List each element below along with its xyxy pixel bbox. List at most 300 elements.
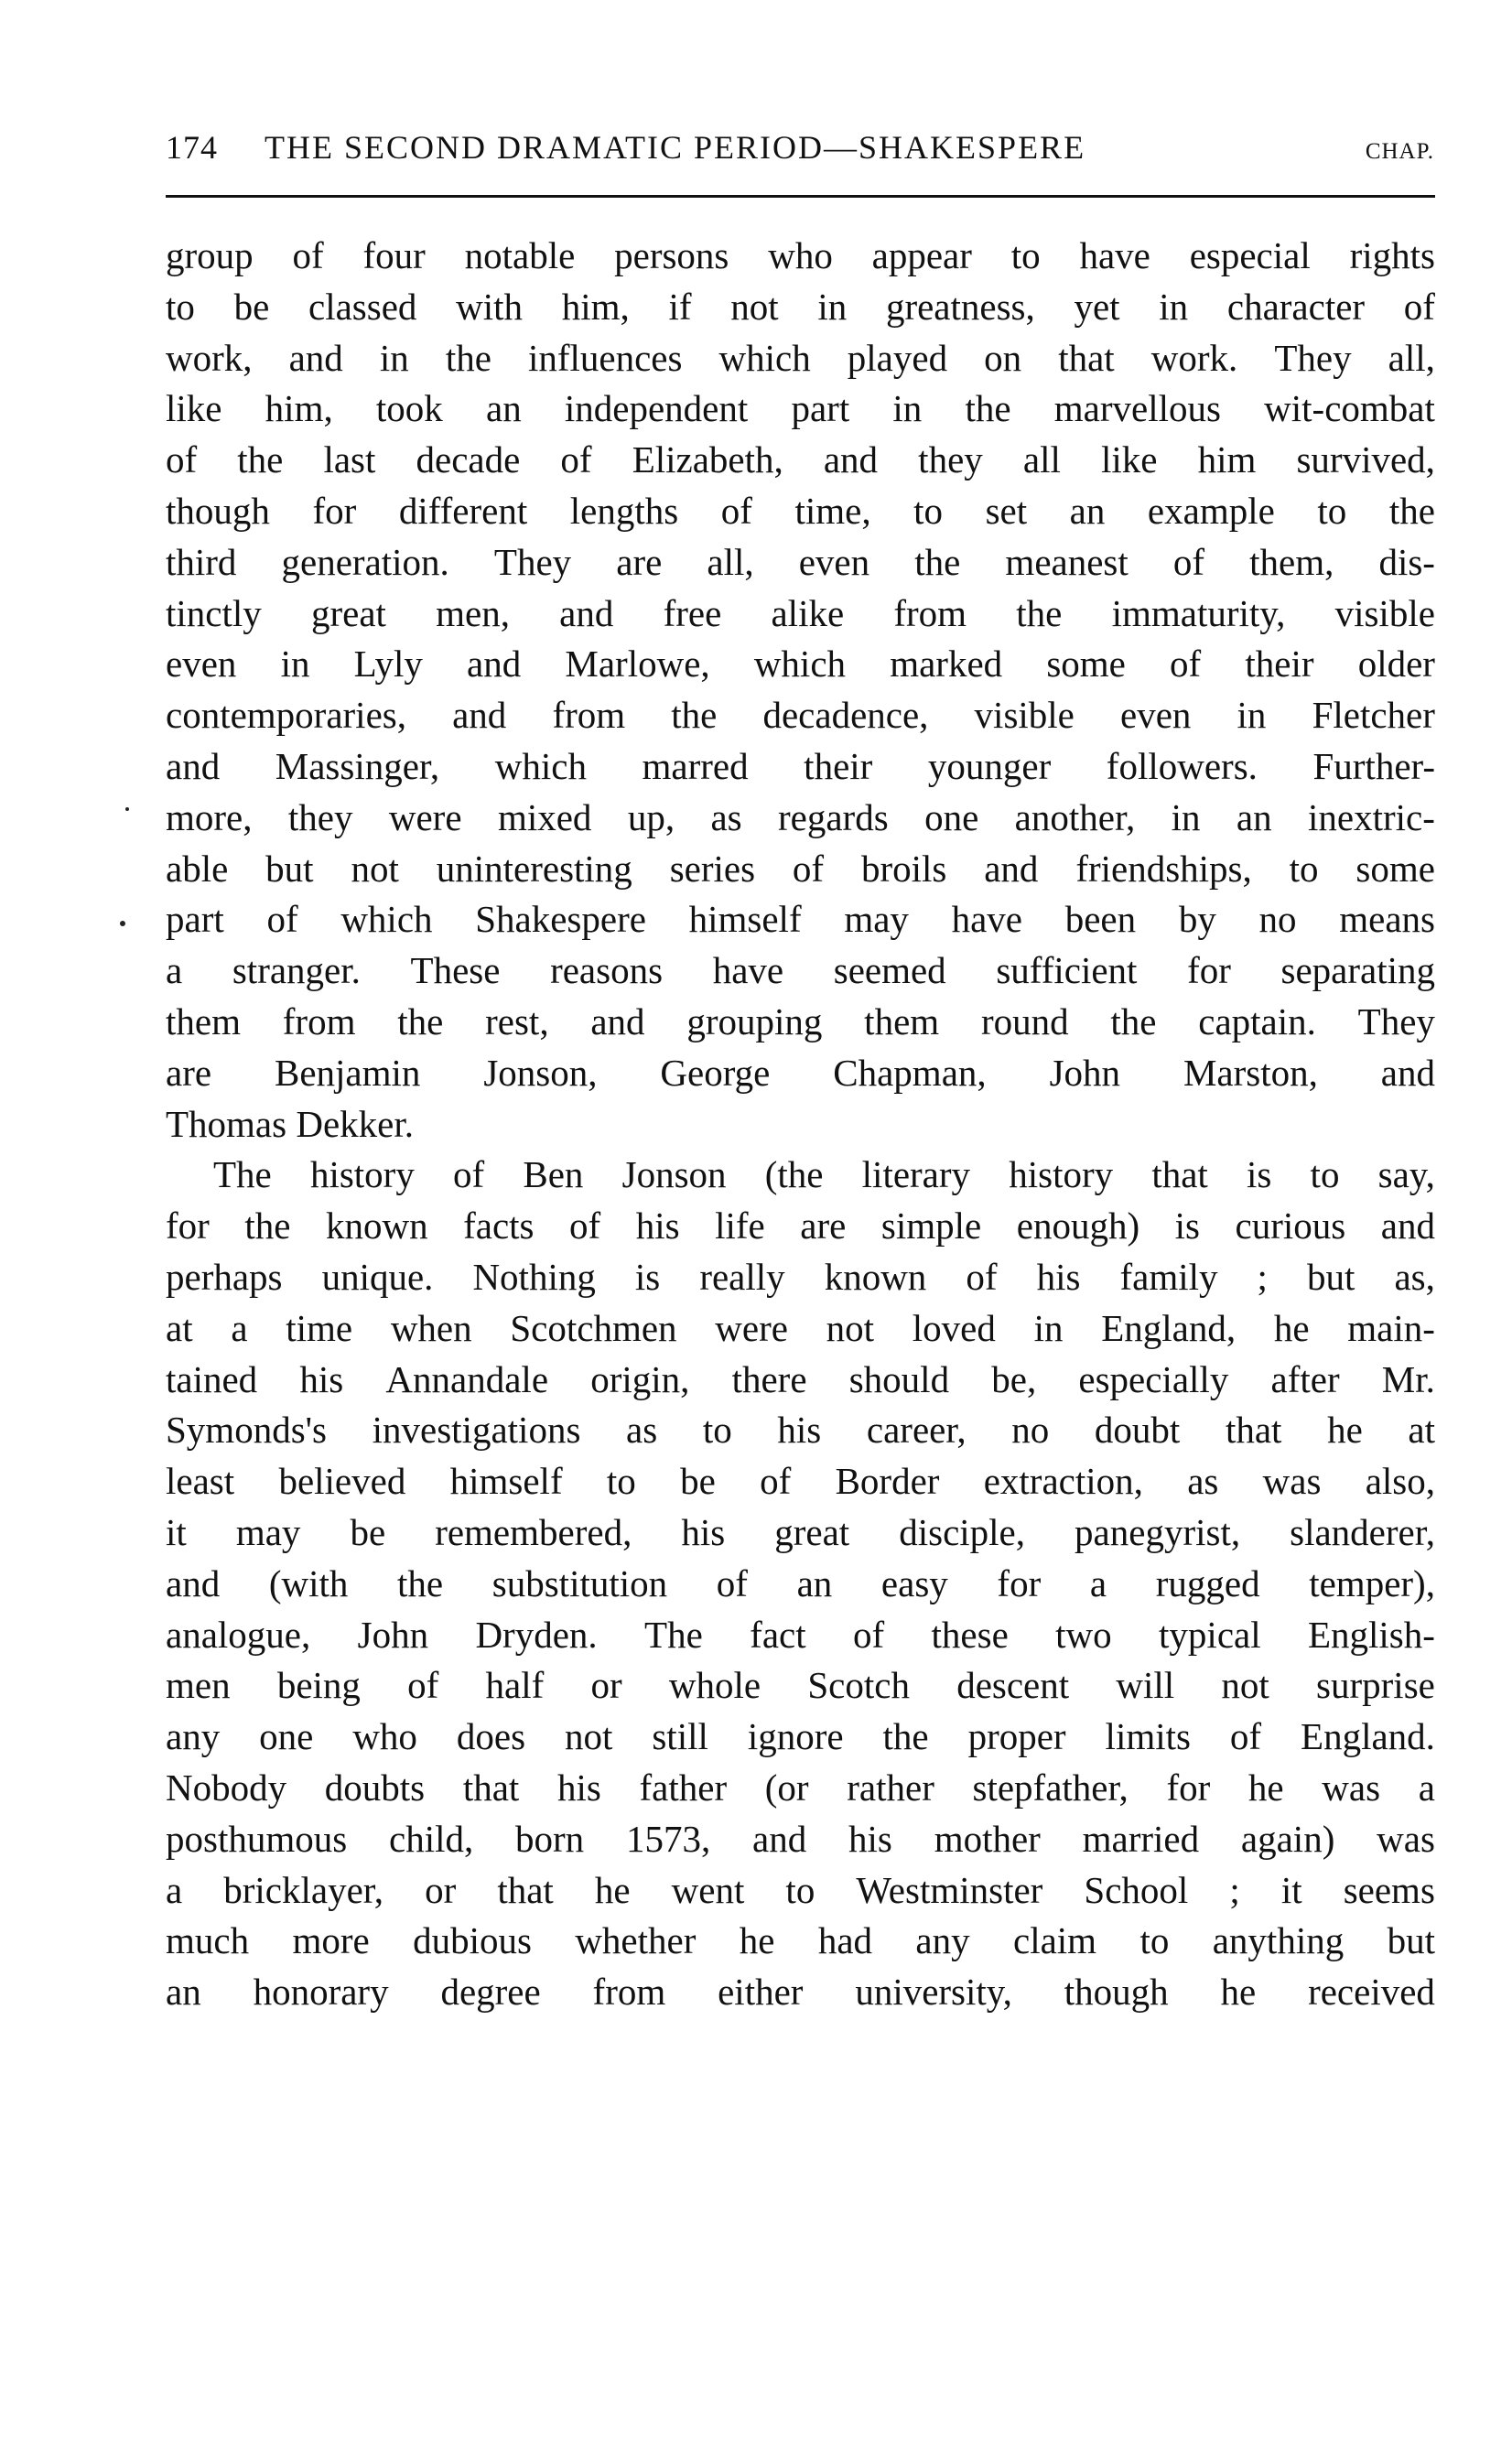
word: them, (1249, 540, 1334, 583)
word: an (166, 1971, 201, 2014)
word: separating (1280, 949, 1435, 992)
word: believed (278, 1460, 406, 1503)
word: any (166, 1715, 221, 1758)
word: anything (1212, 1919, 1345, 1962)
word: whether (575, 1919, 697, 1962)
word: at (1408, 1409, 1435, 1452)
word: one (924, 795, 979, 838)
word: his (635, 1204, 680, 1248)
running-title: THE SECOND DRAMATIC PERIOD—SHAKESPERE (265, 129, 1086, 166)
word: of (407, 1664, 439, 1707)
text-line (166, 1865, 1435, 1917)
word: lengths (569, 489, 679, 532)
word: round (980, 999, 1069, 1042)
word: known (325, 1204, 428, 1248)
word: descent (956, 1664, 1070, 1707)
word: men, (436, 591, 510, 634)
word: Marston, (1183, 1051, 1318, 1094)
word: visible (974, 694, 1075, 737)
text-line (166, 1814, 1435, 1865)
word: which (494, 744, 587, 787)
word: of (1172, 540, 1205, 583)
word: (the (764, 1153, 824, 1196)
word: to (1310, 1153, 1340, 1196)
word: up, (627, 795, 675, 838)
word: the (965, 387, 1011, 430)
word: not (826, 1306, 875, 1349)
word: series (669, 847, 756, 890)
word: captain. (1198, 999, 1316, 1042)
word: claim (1013, 1919, 1097, 1962)
text-line (166, 844, 1435, 895)
text-line (166, 1610, 1435, 1661)
word: the (244, 1204, 291, 1248)
word: the (445, 336, 491, 379)
word: curious (1235, 1204, 1346, 1248)
word: even (166, 643, 237, 686)
word: history (1009, 1153, 1114, 1196)
word: England. (1301, 1715, 1435, 1758)
word: to (166, 285, 195, 328)
word: in (280, 643, 310, 686)
word: of (453, 1153, 485, 1196)
text-line (166, 793, 1435, 844)
word: degree (440, 1971, 541, 2014)
word: Scotchmen (510, 1306, 677, 1349)
word: These (410, 949, 501, 992)
word: as (626, 1409, 658, 1452)
word: Annandale (385, 1357, 549, 1400)
word: rugged (1155, 1561, 1260, 1604)
word: for (1187, 949, 1231, 992)
word: for (1166, 1766, 1211, 1809)
word: him (1197, 438, 1257, 481)
word: 1573, (625, 1817, 711, 1860)
word: ; (1229, 1868, 1240, 1911)
word: visible (1334, 591, 1435, 634)
word: a (166, 949, 183, 992)
word: even (1120, 694, 1192, 737)
word: character (1226, 285, 1366, 328)
word: third (166, 540, 237, 583)
word: married (1082, 1817, 1200, 1860)
word: Chapman, (833, 1051, 987, 1094)
word: Massinger, (275, 744, 440, 787)
word: for (997, 1561, 1042, 1604)
word: no (1258, 898, 1297, 941)
word: to (1139, 1919, 1170, 1962)
word: the (671, 694, 718, 737)
word: which (718, 336, 811, 379)
word: facts (463, 1204, 535, 1248)
text-line (166, 639, 1435, 690)
word: example (1147, 489, 1275, 532)
word: he (594, 1868, 631, 1911)
text-line (166, 1405, 1435, 1456)
word: great (310, 591, 386, 634)
word: the (1388, 489, 1435, 532)
word: limits (1105, 1715, 1191, 1758)
word: especial (1189, 234, 1311, 276)
word: Benjamin (274, 1051, 421, 1094)
word: been (1064, 898, 1137, 941)
text-line (166, 1355, 1435, 1406)
word: Mr. (1381, 1357, 1435, 1400)
word: be (233, 285, 270, 328)
word: of (569, 1204, 601, 1248)
word: men (166, 1664, 231, 1707)
word: temper), (1309, 1561, 1435, 1604)
word: his (299, 1357, 344, 1400)
word: does (456, 1715, 526, 1758)
word: like (166, 387, 222, 430)
word: of (792, 847, 825, 890)
word: decadence, (762, 694, 929, 737)
word: set (985, 489, 1028, 532)
text-line (166, 486, 1435, 537)
word: born (515, 1817, 585, 1860)
word: that (1225, 1409, 1282, 1452)
word: which (753, 643, 847, 686)
word: to (1010, 234, 1041, 276)
word: marred (642, 744, 749, 787)
word: but (1307, 1255, 1355, 1298)
word: persons (614, 234, 729, 276)
word: to (1317, 489, 1347, 532)
word: not (730, 285, 779, 328)
word: to (913, 489, 944, 532)
word: much (166, 1919, 250, 1962)
word: proper (967, 1715, 1066, 1758)
word: all (1022, 438, 1061, 481)
word: the (1110, 999, 1157, 1042)
word: that (1151, 1153, 1208, 1196)
text-line (166, 435, 1435, 486)
word: a (1089, 1561, 1107, 1604)
word: them (864, 999, 940, 1042)
word: able (166, 847, 229, 890)
margin-mark-dot (125, 807, 129, 811)
word: time (286, 1306, 353, 1349)
word: played (847, 336, 948, 379)
word: appear (871, 234, 972, 276)
word: They (1357, 999, 1435, 1042)
word: especially (1078, 1357, 1229, 1400)
word: the (397, 999, 444, 1042)
word: of (1170, 643, 1202, 686)
word: They (1274, 336, 1352, 379)
word: for (166, 1204, 210, 1248)
word: decade (416, 438, 521, 481)
word: Jonson, (483, 1051, 598, 1094)
word: were (715, 1306, 788, 1349)
word: from (282, 999, 356, 1042)
running-head (166, 128, 1434, 174)
word: reasons (550, 949, 664, 992)
text-line (166, 894, 1435, 945)
word: it (166, 1510, 187, 1553)
word: that (462, 1766, 520, 1809)
word: his (556, 1766, 601, 1809)
word: these (931, 1613, 1009, 1656)
word: and (452, 694, 507, 737)
word: they (918, 438, 983, 481)
word: inextric- (1308, 795, 1435, 838)
word: their (804, 744, 873, 787)
word: a (166, 1868, 183, 1911)
word: origin, (590, 1357, 690, 1400)
word: Symonds's (166, 1409, 327, 1452)
word: which (340, 898, 433, 941)
word: some (1046, 643, 1126, 686)
word: honorary (253, 1971, 389, 2014)
word: was (1377, 1817, 1435, 1860)
word: dis- (1378, 540, 1435, 583)
word: went (671, 1868, 745, 1911)
word: of (853, 1613, 885, 1656)
word: life (715, 1204, 765, 1248)
word: in (1159, 285, 1189, 328)
word: generation. (281, 540, 449, 583)
word: and (752, 1817, 807, 1860)
page-number: 174 (166, 129, 218, 166)
word: as (710, 795, 742, 838)
text-line: Thomas Dekker. (166, 1102, 414, 1145)
text-line (166, 1763, 1435, 1814)
text-line (166, 231, 1435, 282)
word: like (1100, 438, 1158, 481)
text-line (166, 1660, 1435, 1712)
word: he (1273, 1306, 1310, 1349)
word: doubt (1094, 1409, 1181, 1452)
word: rights (1349, 234, 1435, 276)
word: his (777, 1409, 822, 1452)
word: remembered, (435, 1510, 632, 1553)
word: he (1220, 1971, 1257, 2014)
word: of (760, 1460, 792, 1503)
word: younger (927, 744, 1052, 787)
word: whole (668, 1664, 761, 1707)
word: Marlowe, (565, 643, 710, 686)
text-line (166, 1048, 1435, 1099)
word: one (259, 1715, 314, 1758)
word: to (1289, 847, 1319, 890)
word: it (1280, 1868, 1302, 1911)
word: and (984, 847, 1039, 890)
word: should (848, 1357, 950, 1400)
word: influences (527, 336, 683, 379)
word: tained (166, 1357, 258, 1400)
word: part (166, 898, 224, 941)
word: different (398, 489, 528, 532)
word: that (497, 1868, 554, 1911)
word: more (292, 1919, 370, 1962)
word: the (1016, 591, 1063, 634)
word: family (1119, 1255, 1218, 1298)
word: seemed (833, 949, 946, 992)
word: be, (991, 1357, 1037, 1400)
word: older (1357, 643, 1435, 686)
word: substitution (491, 1561, 668, 1604)
word: and (590, 999, 645, 1042)
word: father (639, 1766, 728, 1809)
text-line (166, 741, 1435, 793)
word: again) (1240, 1817, 1335, 1860)
word: who (352, 1715, 417, 1758)
word: to (785, 1868, 815, 1911)
word: and (823, 438, 879, 481)
word: them (166, 999, 241, 1042)
word: all, (1388, 336, 1435, 379)
word: marked (890, 643, 1003, 686)
word: surprise (1316, 1664, 1435, 1707)
word: received (1308, 1971, 1435, 2014)
word: School (1084, 1868, 1189, 1911)
word: had (817, 1919, 873, 1962)
word: may (235, 1510, 301, 1553)
word: were (388, 795, 462, 838)
word: literary (861, 1153, 971, 1196)
word: The (213, 1153, 272, 1196)
text-line (166, 282, 1435, 333)
word: work, (166, 336, 253, 379)
word: last (323, 438, 376, 481)
word: greatness, (885, 285, 1035, 328)
word: though (166, 489, 270, 532)
word: any (915, 1919, 970, 1962)
text-line (166, 1712, 1435, 1763)
word: unique. (321, 1255, 434, 1298)
word: also, (1365, 1460, 1435, 1503)
word: Elizabeth, (632, 438, 783, 481)
word: his (681, 1510, 726, 1553)
word: say, (1377, 1153, 1435, 1196)
paragraph (166, 231, 1435, 1150)
word: disciple, (899, 1510, 1026, 1553)
word: are (800, 1204, 847, 1248)
word: they (287, 795, 353, 838)
word: there (731, 1357, 807, 1400)
word: in (817, 285, 848, 328)
text-line (166, 690, 1435, 741)
chapter-label: CHAP. (1365, 139, 1434, 164)
word: be (680, 1460, 716, 1503)
word: of (292, 234, 324, 276)
word: himself (688, 898, 802, 941)
word: (with (268, 1561, 349, 1604)
word: known (824, 1255, 927, 1298)
word: the (237, 438, 284, 481)
word: contemporaries, (166, 694, 406, 737)
word: have (1079, 234, 1150, 276)
word: of (716, 1561, 748, 1604)
word: Westminster (856, 1868, 1043, 1911)
word: typical (1159, 1613, 1261, 1656)
word: extraction, (983, 1460, 1143, 1503)
word: in (1033, 1306, 1064, 1349)
word: that (1058, 336, 1115, 379)
word: John (1049, 1051, 1121, 1094)
word: after (1270, 1357, 1340, 1400)
text-line (166, 1916, 1435, 1967)
word: posthumous (166, 1817, 348, 1860)
word: him, (561, 285, 630, 328)
word: investigations (372, 1409, 581, 1452)
word: and (288, 336, 343, 379)
word: of (266, 898, 298, 941)
word: wit-combat (1264, 387, 1435, 430)
word: more, (166, 795, 253, 838)
text-line (166, 997, 1435, 1048)
word: analogue, (166, 1613, 311, 1656)
word: group (166, 234, 254, 276)
word: John (357, 1613, 429, 1656)
word: is (634, 1255, 661, 1298)
word: Scotch (807, 1664, 910, 1707)
word: not (1221, 1664, 1269, 1707)
word: main- (1347, 1306, 1435, 1349)
word: no (1011, 1409, 1050, 1452)
word: mixed (497, 795, 592, 838)
word: friendships, (1075, 847, 1252, 890)
word: an (796, 1561, 833, 1604)
word: George (660, 1051, 771, 1094)
text-line (166, 1507, 1435, 1559)
word: two (1055, 1613, 1112, 1656)
word: English- (1307, 1613, 1435, 1656)
word: Border (835, 1460, 940, 1503)
word: but (1387, 1919, 1435, 1962)
text-line (166, 1559, 1435, 1610)
word: rather (847, 1766, 934, 1809)
word: and (166, 744, 221, 787)
word: stepfather, (972, 1766, 1129, 1809)
word: an (486, 387, 522, 430)
word: have (712, 949, 784, 992)
word: They (493, 540, 572, 583)
word: Nobody (166, 1766, 287, 1809)
word: work. (1150, 336, 1238, 379)
word: may (844, 898, 909, 941)
word: free (663, 591, 722, 634)
word: he (1327, 1409, 1363, 1452)
word: all, (707, 540, 754, 583)
word: means (1339, 898, 1435, 941)
word: of (560, 438, 592, 481)
word: are (616, 540, 663, 583)
text-line (166, 945, 1435, 997)
word: perhaps (166, 1255, 283, 1298)
word: in (1171, 795, 1201, 838)
paragraph (166, 1150, 1435, 2018)
word: university, (855, 1971, 1012, 2014)
text-line (166, 1201, 1435, 1252)
word: was (1322, 1766, 1381, 1809)
word: loved (912, 1306, 996, 1349)
word: by (1178, 898, 1216, 941)
word: and (1380, 1051, 1435, 1094)
word: child, (389, 1817, 474, 1860)
word: enough) (1016, 1204, 1140, 1248)
word: alike (771, 591, 845, 634)
word: as (1187, 1460, 1219, 1503)
word: and (166, 1561, 221, 1604)
word: broils (860, 847, 947, 890)
word: took (375, 387, 443, 430)
word: an (1236, 795, 1272, 838)
word: history (309, 1153, 415, 1196)
word: at (166, 1306, 193, 1349)
